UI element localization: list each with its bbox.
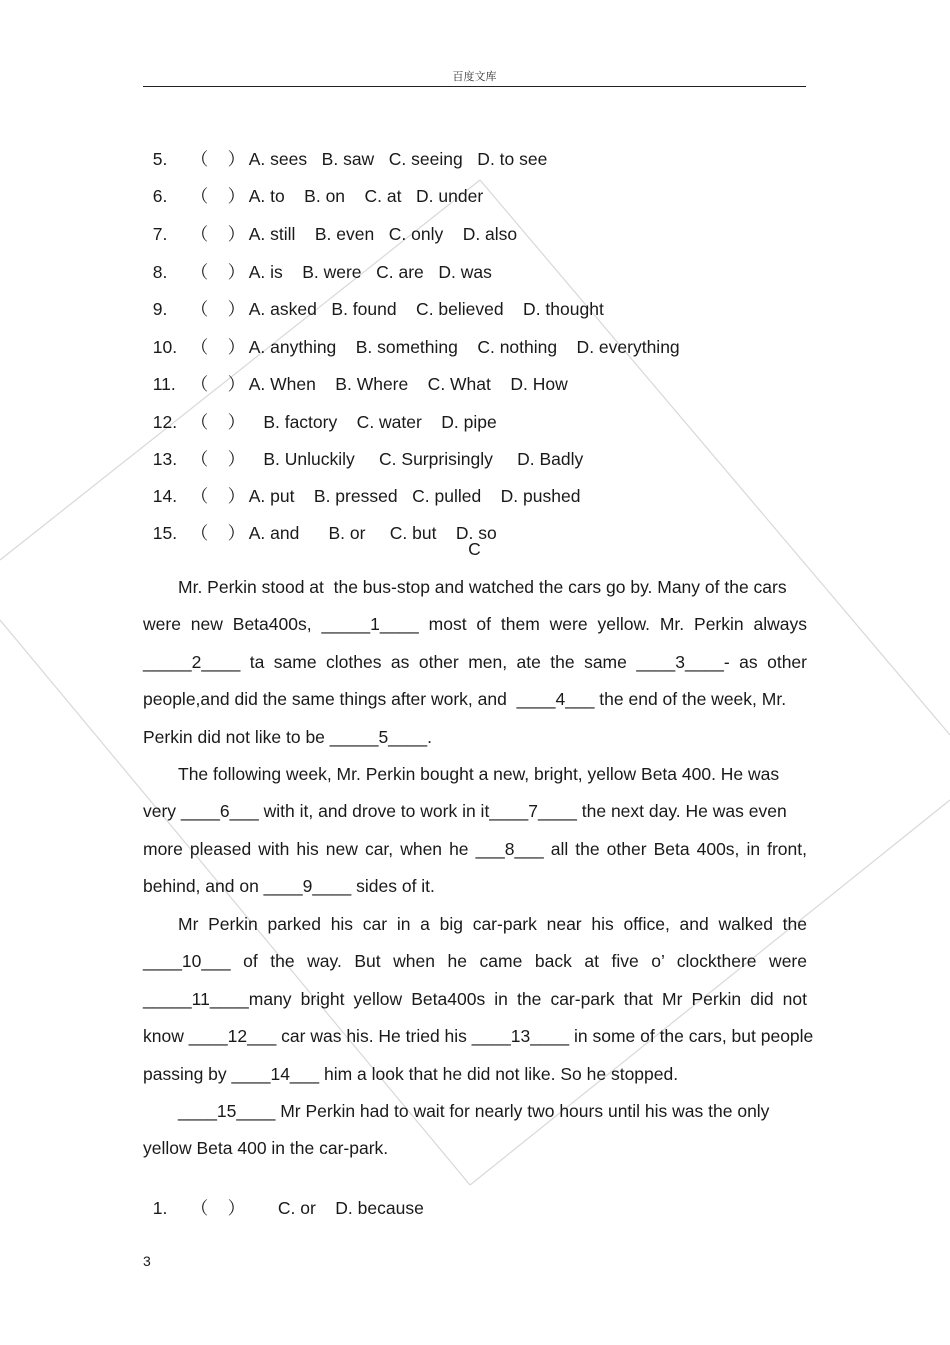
- answer-blank[interactable]: （ ）: [190, 412, 246, 432]
- question-row: [143, 1175, 424, 1219]
- question-options: C. or D. because: [248, 1198, 424, 1218]
- page-header: 百度文库: [452, 70, 497, 83]
- question-number: 5.: [152, 149, 168, 169]
- question-number: 9.: [152, 299, 168, 319]
- question-number: 12.: [152, 412, 178, 432]
- passage-line: behind, and on ____9____ sides of it.: [143, 876, 435, 896]
- answer-blank[interactable]: （ ）: [190, 149, 246, 169]
- passage-line: The following week, Mr. Perkin bought a new, bright, yellow Beta 400. He was: [178, 764, 780, 784]
- page-number: 3: [143, 1253, 151, 1269]
- passage-line: know ____12___ car was his. He tried his ____13____ in some of the cars, but people: [143, 1026, 814, 1046]
- question-number: 8.: [152, 262, 168, 282]
- passage-line: more pleased with his new car, when he ___8___ all the other Beta 400s, in front,: [143, 839, 807, 859]
- question-number: 11.: [152, 374, 176, 394]
- question-number: 10.: [152, 337, 178, 357]
- passage-line: passing by ____14___ him a look that he did not like. So he stopped.: [143, 1064, 679, 1084]
- answer-blank[interactable]: （ ）: [190, 523, 246, 543]
- passage-line: people,and did the same things after work, and ____4___ the end of the week, Mr.: [143, 689, 787, 709]
- question-options: A. sees B. saw C. seeing D. to see: [248, 149, 548, 169]
- section-heading: C: [468, 539, 481, 559]
- question-number: 15.: [152, 523, 178, 543]
- passage-line: _____11____many bright yellow Beta400s in the car-park that Mr Perkin did not: [143, 989, 807, 1009]
- question-options: A. still B. even C. only D. also: [248, 224, 518, 244]
- passage-line: Mr. Perkin stood at the bus-stop and watched the cars go by. Many of the cars: [178, 577, 787, 597]
- passage-line: Perkin did not like to be _____5____.: [143, 727, 432, 747]
- passage-line: ____10___ of the way. But when he came back at five o’ clockthere were: [143, 951, 807, 971]
- question-options: A. put B. pressed C. pulled D. pushed: [248, 486, 581, 506]
- passage-line: Mr Perkin parked his car in a big car-park near his office, and walked the: [178, 914, 807, 934]
- answer-blank[interactable]: （ ）: [190, 1198, 246, 1218]
- passage-line: were new Beta400s, _____1____ most of them were yellow. Mr. Perkin always: [143, 614, 807, 634]
- question-options: B. factory C. water D. pipe: [248, 412, 497, 432]
- answer-blank[interactable]: （ ）: [190, 299, 246, 319]
- question-number: 1.: [152, 1198, 168, 1218]
- question-number: 7.: [152, 224, 168, 244]
- question-options: A. and B. or C. but D. so: [248, 523, 497, 543]
- answer-blank[interactable]: （ ）: [190, 486, 246, 506]
- answer-blank[interactable]: （ ）: [190, 449, 246, 469]
- question-number: 13.: [152, 449, 178, 469]
- question-number: 6.: [152, 186, 168, 206]
- question-number: 14.: [152, 486, 178, 506]
- answer-blank[interactable]: （ ）: [190, 374, 246, 394]
- question-row: [143, 500, 497, 544]
- question-options: A. asked B. found C. believed D. thought: [248, 299, 604, 319]
- question-options: B. Unluckily C. Surprisingly D. Badly: [248, 449, 584, 469]
- question-options: A. to B. on C. at D. under: [248, 186, 484, 206]
- answer-blank[interactable]: （ ）: [190, 224, 246, 244]
- answer-blank[interactable]: （ ）: [190, 262, 246, 282]
- question-options: A. anything B. something C. nothing D. everything: [248, 337, 680, 357]
- header-divider: [143, 86, 806, 87]
- passage-line: ____15____ Mr Perkin had to wait for nearly two hours until his was the only: [178, 1101, 770, 1121]
- passage-line: yellow Beta 400 in the car-park.: [143, 1138, 389, 1158]
- passage-line: very ____6___ with it, and drove to work in it____7____ the next day. He was even: [143, 801, 787, 821]
- passage-line: _____2____ ta same clothes as other men, ate the same ____3____- as other: [143, 652, 807, 672]
- answer-blank[interactable]: （ ）: [190, 337, 246, 357]
- question-options: A. is B. were C. are D. was: [248, 262, 492, 282]
- answer-blank[interactable]: （ ）: [190, 186, 246, 206]
- question-options: A. When B. Where C. What D. How: [248, 374, 568, 394]
